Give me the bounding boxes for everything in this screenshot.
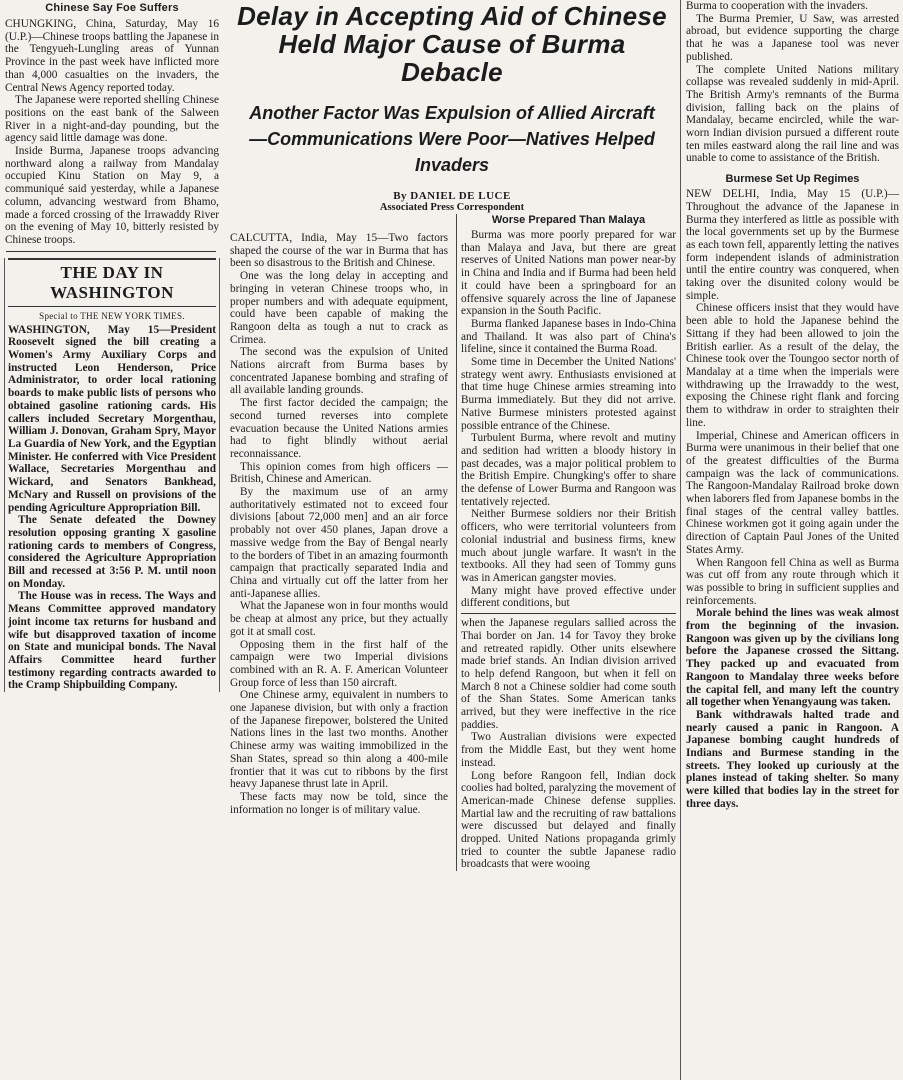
main-article [226, 0, 678, 1080]
article-paragraph: The Senate defeated the Downey resolution opposing granting X gasoline rationing cards to members of Congress, considered the Agriculture Appropriation Bill and recessed at 3:56 P. M. until noon on Monday. [8, 514, 216, 590]
right-column [680, 0, 903, 1080]
article-paragraph: The first factor decided the campaign; the second turned reverses into complete evacuation because the United Nations armies had to fight blindly without aerial reconnaissance. [230, 397, 448, 460]
article-paragraph: Neither Burmese soldiers nor their British officers, who were territorial volunteers from colonial industrial and business firms, knew much about jungle warfare. It wasn't in the textbooks. All they had seen of Tommy guns was in American gangster movies. [461, 508, 676, 584]
article-paragraph: One was the long delay in accepting and bringing in veteran Chinese troops who, in proper numbers and with adequate equipment, could have been capable of making the Rangoon delta as tough a nut to crack as Crimea. [230, 270, 448, 346]
article-paragraph: The Burma Premier, U Saw, was arrested abroad, but evidence supporting the charge that he was a Japanese tool was never published. [686, 12, 899, 63]
article-paragraph: CHUNGKING, China, Saturday, May 16 (U.P.)—Chinese troops battling the Japanese in the Tengyueh-Lungling areas of Yunnan Province in the past week have inflicted more than 4,000 casualties on the invaders, the Central News Agency reported today. [5, 18, 219, 94]
main-article-col2 [456, 212, 678, 871]
article-paragraph: CALCUTTA, India, May 15—Two factors shaped the course of the war in Burma that has been so disastrous to the British and Chinese. [230, 232, 448, 270]
section-heading: Burmese Set Up Regimes [725, 173, 860, 186]
article-paragraph: Inside Burma, Japanese troops advancing northward along a railway from Mandalay occupied Kinu Station on May 9, a communiqué said yesterday, while a Japanese column, advancing westward from Bhamo, made a forced crossing of the Irrawaddy River on the evening of May 10, bitterly resisted by Chinese troops. [5, 145, 219, 246]
column-rule [6, 251, 216, 252]
day-in-washington-box [4, 258, 220, 692]
article-paragraph: Long before Rangoon fell, Indian dock coolies had bolted, paralyzing the movement of American-made Chinese defense supplies. Martial law and the recruiting of raw battalions were discussed but delayed and finally dropped. United Nations propaganda grimly tried to counter the subtle Japanese radio broadcasts that were wooing [461, 769, 676, 871]
article-paragraph: WASHINGTON, May 15—President Roosevelt signed the bill creating a Women's Army Auxiliary Corps and instructed Leon Henderson, Price Administrator, to order local rationing boards to make public lists of persons who obtained gasoline rationing cards. His callers included Secretary Morgenthau, William J. Donovan, Graham Spry, Mayor La Guardia of New York, and the Egyptian Minister. He conferred with Vice President Wallace, Secretaries Morgenthau and Wickard, and Senators Bankhead, McNary and Russell on provisions of the pending Agriculture Appropriation Bill. [8, 323, 216, 514]
article-paragraph: What the Japanese won in four months would be cheap at almost any price, but they actually got it at small cost. [230, 600, 448, 638]
article-paragraph: The Japanese were reported shelling Chinese positions on the east bank of the Salween River in a night-and-day pounding, but the agency said little damage was done. [5, 94, 219, 145]
article-paragraph: Burma flanked Japanese bases in Indo-China and Thailand. It was also part of China's lifeline, since it contained the Burma Road. [461, 317, 676, 356]
main-headline: Delay in Accepting Aid of Chinese Held Major Cause of Burma Debacle [237, 1, 667, 87]
article-paragraph: Morale behind the lines was weak almost from the beginning of the invasion. Rangoon was given up by the civilians long before the Japanese crossed the Sittang. They packed up and evacuated from Rangoon to Mandalay three weeks before the capital fell, and many left the country all together when Yenangyaung was taken. [686, 607, 899, 709]
article-paragraph: By the maximum use of an army authoritatively estimated not to exceed four divisions [about 72,000 men] and an air force probably not over 450 planes, Japan drove a massive wedge from the Bay of Bengal nearly to the borders of Tibet in an amazing fourmonth campaign that practically separated India and China and virtually cut off the latter from her anti-Japanese allies. [230, 486, 448, 600]
article-paragraph: Opposing them in the first half of the campaign were two Imperial divisions combined with an R. A. F. American Volunteer Group force of less than 150 aircraft. [230, 638, 448, 689]
article-paragraph: The second was the expulsion of United Nations aircraft from Burma bases by concentrated Japanese bombing and strafing of all available landing grounds. [230, 346, 448, 397]
article-paragraph: Imperial, Chinese and American officers in Burma were unanimous in their belief that one of the greatest difficulties of the Burma campaign was the lack of communications. The Rangoon-Mandalay Railroad broke down when laborers fled from Japanese bombs in the final stages of the central valley battles. Chinese workmen got it going again under the direction of Captain Paul Jones of the United States Army. [686, 429, 900, 556]
article-paragraph: The complete United Nations military collapse was revealed suddenly in mid-April. The British Army's remnants of the Burma division, falling back on the plains of Mandalay, became encircled, while the war-worn Indian division pursued a different route ten miles eastward along the rail line and was unable to come to assistance of the British. [686, 63, 899, 165]
article-heading: Chinese Say Foe Suffers [45, 2, 179, 14]
special-credit: Special to THE NEW YORK TIMES. [39, 310, 185, 321]
byline: By DANIEL DE LUCE [393, 190, 511, 202]
main-article-col1 [226, 232, 452, 816]
article-paragraph: Turbulent Burma, where revolt and mutiny and sedition had written a bloody history in past decades, was a major political problem to the British Empire. Chungking's offer to share the defense of Lower Burma and Rangoon was tentatively rejected. [461, 432, 676, 508]
article-paragraph: Two Australian divisions were expected from the Middle East, but they went home instead. [461, 731, 676, 769]
article-paragraph: Bank withdrawals halted trade and nearly caused a panic in Rangoon. A Japanese bombing caught hundreds of Indians and Burmese standing in the streets. They looked up curiously at the planes instead of taking shelter. So many were killed that bodies lay in the street for three days. [686, 708, 899, 810]
byline-credit: Associated Press Correspondent [379, 202, 525, 213]
article-paragraph: Chinese officers insist that they would have been able to hold the Japanese behind the Sittang if they had been allowed to join the British earlier. As a result of the delay, the Chinese took over the Toungoo sector north of Mandalay at a time when the imperials were withdrawing up the Irrawaddy to the west, exposing the Chinese right flank and forcing them to withdraw in order to straighten their line. [686, 302, 899, 429]
box-title: THE DAY IN WASHINGTON [8, 258, 216, 307]
article-paragraph: NEW DELHI, India, May 15 (U.P.)—Throughout the advance of the Japanese in Burma they interfered as little as possible with the local governments set up by the Burmese as each town fell, apparently letting the natives form independent islands of administration until the entire country was conquered, when taking over the disunited colony would be simple. [686, 188, 899, 302]
article-paragraph: The House was in recess. The Ways and Means Committee approved mandatory joint income tax returns for husband and wife but disapproved taxation of income on State and municipal bonds. The Naval Affairs Committee heard further testimony regarding contracts awarded to the Cramp Shipbuilding Company. [8, 590, 216, 692]
article-paragraph: Burma to cooperation with the invaders. [686, 0, 868, 12]
article-paragraph: Burma was more poorly prepared for war than Malaya and Java, but there are great reserves of United Nations man power near-by in China and India and if Burma had been held it could have been a springboard for an offensive squarely across the line of Japanese expansion in the South Pacific. [461, 229, 676, 318]
article-paragraph: When Rangoon fell China as well as Burma was cut off from any route through which it was possible to bring in sufficient supplies and reinforcements. [686, 556, 899, 607]
main-subhead: Another Factor Was Expulsion of Allied Aircraft—Communications Were Poor—Natives Helped Invaders [249, 103, 655, 175]
section-heading: Worse Prepared Than Malaya [491, 214, 646, 226]
left-column [0, 0, 222, 1080]
section-divider [461, 613, 676, 614]
article-paragraph: These facts may now be told, since the information no longer is of military value. [230, 790, 448, 816]
article-paragraph: One Chinese army, equivalent in numbers to one Japanese division, but with only a fraction of the Japanese firepower, bolstered the United Nations lines in the last two months. Another Chinese army was waiting immobilized in the Shan States, spread so thin along a 400-mile frontier that it was cut to ribbons by the first heavy Japanese thrust late in April. [230, 689, 448, 791]
article-paragraph: Many might have proved effective under different conditions, but [461, 584, 676, 610]
article-paragraph: when the Japanese regulars sallied across the Thai border on Jan. 14 for Tavoy they broke and retreated rapidly. Other units elsewhere made brief stands. An Indian division arrived to help defend Rangoon, but when it fell on March 8 not a Chinese soldier had come south of the Shan States. Some American tanks arrived, but they were ineffective in the rice paddies. [461, 617, 676, 731]
chinese-say-foe-suffers-article [0, 2, 222, 247]
article-paragraph: Some time in December the United Nations' strategy went awry. Enthusiasts envisioned at that time huge Chinese armies streaming into Burma immediately. But they did not arrive. Native Burmese ministers protested against possible entrance of the Chinese. [461, 356, 676, 432]
article-paragraph: This opinion comes from high officers — British, Chinese and American. [230, 460, 448, 486]
